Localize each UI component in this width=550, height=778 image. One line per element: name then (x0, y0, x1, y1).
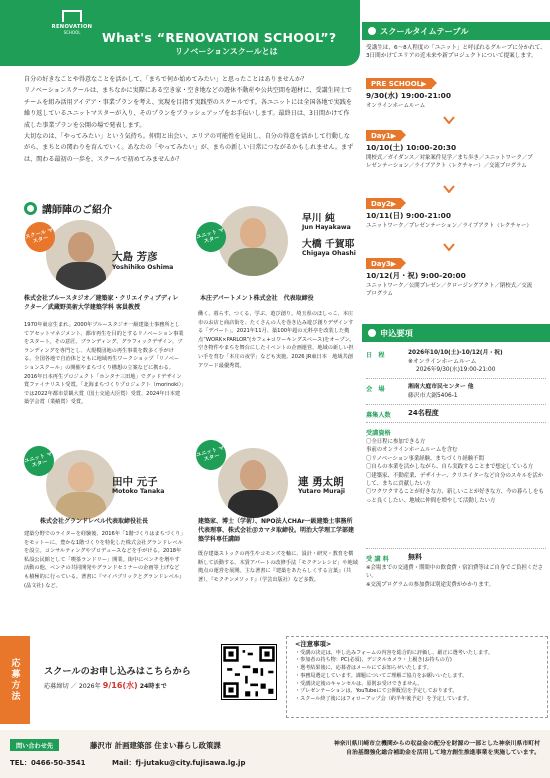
speaker-roman: Yutaro Muraji (298, 488, 346, 495)
notes-box (286, 636, 548, 718)
session-date: 10/11(日) 9:00-21:00 (366, 211, 451, 220)
speaker-photo-muraji (218, 448, 288, 518)
speaker-name: 大島 芳彦 (112, 251, 158, 263)
fee-label: 受 講 料 (366, 556, 389, 563)
speaker-bio: 既存建築ストックの再生やコモンズを軸に、設計・研究・教育を横断して活動する。木賃アパートの改修手法「モクチンレシピ」や地域拠点の運営を展開。主な著書に『建築をあたらしくする言葉』（共著）、『モクチンメソッド』（学芸出版社）など多数。 (198, 551, 358, 583)
timetable-intro: 受講生は、6～8人程度の「ユニット」と呼ばれるグループに分かれて、3日間かけてエリアの近未来や新プロジェクトについて提案します。 (366, 45, 546, 60)
qr-code-icon[interactable] (221, 644, 277, 700)
speaker-badge: ユニット マスター (193, 219, 230, 256)
intro-lead: 自分の好きなことや得意なことを活かして、「まちで何か始めてみたい」と思ったことはありませんか？ (24, 76, 308, 83)
note-item: ・受講決定後のキャンセルは、原則お受けできません。 (295, 680, 423, 687)
venue-address: 藤沢市大鋸5406-1 (408, 393, 458, 399)
divider (366, 422, 546, 423)
down-arrow-icon (443, 243, 455, 251)
speaker-badge: スクール マスター (22, 219, 59, 256)
speaker-name: 早川 純 (302, 213, 335, 224)
date-note-2: 2026年9/30(水)19:00-21:00 (416, 367, 496, 373)
hero-title: What's “RENOVATION SCHOOL”? (102, 30, 337, 45)
speaker-photo-tanaka (46, 450, 116, 520)
divider (366, 404, 546, 405)
venue-label: 会 場 (366, 386, 385, 393)
speaker-photo-hayakawa (218, 206, 288, 276)
apply-tag: 応募方法 (0, 636, 30, 724)
notes-title: <注意事項> (295, 640, 332, 648)
session-label-day1: Day1▶ (366, 130, 401, 141)
intro-text (24, 74, 354, 165)
divider (366, 548, 546, 549)
speakers-heading (24, 201, 112, 216)
session-label-day3: Day3▶ (366, 258, 401, 269)
session-date: 10/12(月・祝) 9:00-20:00 (366, 271, 466, 280)
requirements-label: 受講資格 (366, 430, 391, 437)
hero-banner (0, 0, 360, 66)
speaker-roman-2: Chigaya Ohashi (302, 250, 356, 257)
date-note-1: ※オンラインホームルーム (408, 359, 477, 365)
session-desc: 開校式／ガイダンス／対象案件見学／まち歩き／ユニットワーク／プレゼンテーション／ライブアクト（レクチャー）／交流プログラム (366, 155, 533, 170)
session-desc: オンラインホームルーム (366, 103, 426, 109)
renovation-school-logo (46, 10, 98, 46)
contact-org: 藤沢市 計画建築部 住まい暮らし政策課 (90, 741, 221, 750)
speaker-name: 連 勇太朗 (298, 476, 344, 488)
right-column (362, 0, 550, 625)
note-item: ・プレゼンテーションは、YouTubeにて公開配信を予定しております。 (295, 688, 458, 695)
note-item: ・選考結果後に、応募者はメールにてお知らせいたします。 (295, 665, 432, 672)
speaker-bio: 建築分野でのライターを経験後、2016年「1階づくりはまちづくり」をモットーに、豊かな1階づくりを特化した株式会社グランドレベルを設立。コンサルティングやプロデュースなどを手がける。2018年私設公民館として「喫茶ランドリー」開業。街中にベンチを増やす活動の他、ベンチの共同開発やグランドセミナーの企画等上げなども積極的に行っている。著書に『マイパブリックとグランドレベル』(晶文社) など。 (24, 531, 183, 589)
deadline-suffix: 24時まで (139, 683, 167, 690)
speaker-affiliation: 本庄デパートメント株式会社 代表取締役 (200, 295, 314, 302)
fee-value: 無料 (408, 553, 422, 561)
speaker-name: 田中 元子 (112, 476, 158, 488)
session-date: 9/30(水) 19:00-21:00 (366, 91, 451, 100)
footer (0, 730, 550, 778)
deadline-date: 9/16(水) (102, 681, 138, 690)
apply-title: スクールのお申し込みはこちらから (44, 666, 191, 677)
application-heading: 申込要項 (362, 324, 550, 342)
speakers-heading-label: 講師陣のご紹介 (42, 205, 112, 216)
deadline-prefix: 応募締切 ／ 2026年 (44, 683, 101, 690)
session-desc: ユニットワーク／プレゼンテーション／ライブアクト（レクチャー） (366, 223, 532, 229)
speaker-roman: Jun Hayakawa (302, 224, 351, 231)
contact-mail[interactable]: Mail：fj-jutaku@city.fujisawa.lg.jp (112, 759, 246, 767)
note-item: ・参加者の持ち物：PC(必須)、デジタルカメラ・上履き(お持ちの方) (295, 657, 452, 664)
speaker-affiliation: 株式会社グランドレベル代表取締役社長 (40, 518, 149, 525)
bottom-section (0, 628, 550, 778)
speaker-bio: 働く、暮らす、つくる、学ぶ、遊び創り。埼玉県のほしっこ、本庄市のお店と商店街を、たくさんの人を巻き込み遊び創りデザインする「デパート」。2021年11月、築100年超の元料亭を改装した拠点“WORK×PARLOR”(カフェ+コワーキングスペース)をオープン。空き物件やまちを舞台にしたイベントの企画運営、地域の新しい担い手を育む「本庄の夜学」なども実施。2026 JR東日本 地域共創アワード最優秀賞。 (198, 311, 355, 369)
down-arrow-icon (443, 116, 455, 124)
session-desc: ユニットワーク／公開プレゼン／クロージングアクト／閉校式／交流プログラム (366, 283, 533, 298)
venue-value: 湘南大庭市民センター 他 (408, 384, 474, 390)
speaker-roman: Yoshihiko Oshima (112, 264, 174, 271)
contact-tel[interactable]: TEL：0466-50-3541 (10, 759, 86, 767)
speaker-roman: Motoko Tanaka (112, 488, 165, 495)
house-icon (62, 10, 82, 22)
intro-closing: 大切なのは、「やってみたい」という気持ち。仲間と出会い、エリアの可能性を見出し、自分の得意を活かして行動しながら、まちとの関わりを育んでいく。あなたの「やってみたい」が、まちの新しい日常につながるかもしれません。まずは、関わる最初の一歩を、スクールで初めてみませんか？ (24, 133, 354, 163)
note-item: ・事務局選定しています。課題についてご理解ご協力をお願いいたします。 (295, 672, 468, 679)
hero-subtitle: リノベーションスクールとは (175, 47, 278, 56)
apply-deadline (44, 680, 167, 691)
logo-sub: SCHOOL (63, 30, 81, 35)
capacity-value: 24名程度 (408, 409, 439, 417)
fee-note: ※会場までの交通費・期間中の飲食費・宿泊費等はご自身でご負担ください。 ※交流プログラムの参加費は別途実費がかかります。 (366, 565, 544, 588)
speaker-bio: 1970年東京生まれ。2000年ブルースタジオ一級建築士事務所としてアセットマネジメント、都市再生を目的とするリノベーション事業をスタート。その意匠、ブランディング、グラフィックデザイン、ブランディングを専門とし、大規模団地の再生事業を数多く手がける。全国各地で自治体とともに地域再生ワークショップ「リノベーションスクール」の開催やまちづくり構想の立案などに携わる。2016年日本再生プロジェクト「ホンタナ三田地」でグッドデザイン賞ファイナリスト受賞。「北海まちづくりプロジェクト（morinoki）」では2022年都市景観大賞（国土交通大臣賞）受賞、2024年日本建築学会賞（業績賞）受賞。 (24, 322, 184, 406)
speaker-affiliation: 建築家、博士（学術）、NPO法人CHAr一級建築士事務所 代表理事、株式会社＠カマタ取締役。明治大学理工学部建築学科専任講師 (198, 518, 355, 543)
session-date: 10/10(土) 10:00-20:30 (366, 143, 457, 152)
speaker-badge: ユニット マスター (193, 437, 230, 474)
speaker-affiliation: 株式会社ブルースタジオ／建築家・クリエイティブディレクター／武蔵野美術大学建築学科 客員教授 (24, 295, 179, 311)
speaker-name-2: 大橋 千賀耶 (302, 239, 355, 250)
contact-tag: 問い合わせ先 (10, 739, 59, 751)
capacity-label: 募集人数 (366, 412, 391, 419)
session-label-pre: PRE SCHOOL▶ (366, 78, 432, 89)
session-label-day2: Day2▶ (366, 198, 401, 209)
note-item: ・受講の決定は、申し込みフォームの内容を総合的に評価し、厳正に選考いたします。 (295, 649, 493, 656)
date-label: 日 程 (366, 352, 385, 359)
divider (366, 378, 546, 379)
requirements-text: 〇全日程に参加できる方 事前のオンラインホームルームを含む 〇リノベーション事業経験、まちづくり経験不問 〇自らの本業を活かしながら、自ら実践することまで想定している方 〇建築家、不動産業、デザイナー、クリエイターなど自分のスキルを活かして、まちに貢献したい方 〇ワクワクすることが好きな方、新しいことが好きな方、今の暮らしをもっと良くしたい、地域に仲間を増やして活動したい方 (366, 439, 544, 504)
intro-body: リノベーションスクールは、まちなかに実際にある空き家・空き地などの遊休不動産や公共空間を題材に、受講生同士でチームを組み活用アイデア・事業プランを考え、実現を目指す実践型のスクールです。各ユニットには全国各地で実践を繰り返しているユニットマスターが入り、そのプランをブラッシュアップをお手伝いします。最終日は、3日間かけて作成した事業プランを公開の場で発表します。 (24, 87, 353, 129)
date-value: 2026年10/10(土)-10/12(月・祝) (408, 350, 503, 356)
logo-text: RENOVATION (51, 24, 93, 30)
down-arrow-icon (443, 185, 455, 193)
timetable-heading: スクールタイムテーブル (362, 22, 550, 40)
funding-note: 神奈川県川崎市立機関からの収益金の配分を財源の一部とした神奈川県市町村自治基盤強化総合補助金を活用して地方創生推進事業を実施しています。 (333, 741, 540, 756)
speaker-photo-oshima (46, 220, 116, 290)
speaker-badge: ユニット マスター (21, 443, 58, 480)
note-item: ・スクール終了後にはフォローアップ会（約半年後予定）を予定しています。 (295, 695, 472, 702)
bullet-icon (24, 202, 37, 215)
